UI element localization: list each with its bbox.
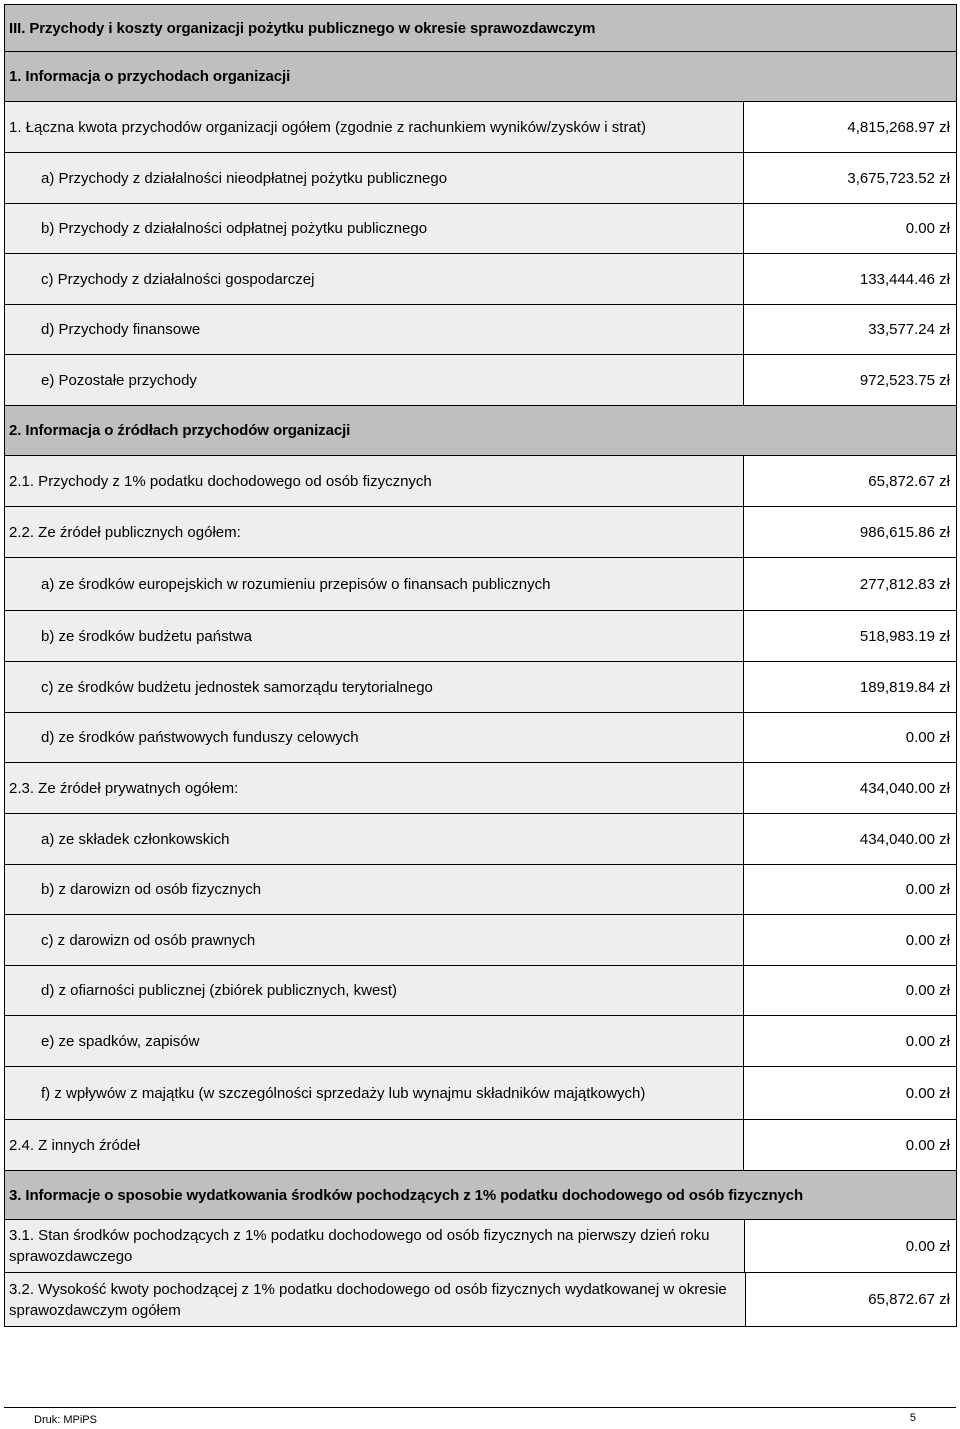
row-value: 277,812.83 zł bbox=[744, 558, 956, 610]
row-label: a) ze składek członkowskich bbox=[5, 814, 744, 864]
row-value: 0.00 zł bbox=[744, 1120, 956, 1170]
table-row bbox=[4, 1016, 957, 1067]
table-row bbox=[4, 102, 957, 153]
row-value: 4,815,268.97 zł bbox=[744, 102, 956, 152]
page-footer bbox=[4, 1407, 956, 1426]
subsection-header-text: 2. Informacja o źródłach przychodów organizacji bbox=[9, 422, 351, 439]
row-value: 518,983.19 zł bbox=[744, 611, 956, 661]
table-row bbox=[4, 1120, 957, 1171]
row-value: 65,872.67 zł bbox=[746, 1273, 956, 1326]
row-value: 133,444.46 zł bbox=[744, 254, 956, 304]
table-row bbox=[4, 1273, 957, 1327]
row-value: 0.00 zł bbox=[744, 865, 956, 914]
page-number: 5 bbox=[909, 1412, 916, 1424]
row-label: c) z darowizn od osób prawnych bbox=[5, 915, 744, 965]
subsection-header bbox=[4, 52, 957, 102]
row-label: 1. Łączna kwota przychodów organizacji ogółem (zgodnie z rachunkiem wyników/zysków i strat) bbox=[5, 102, 744, 152]
row-label: 2.1. Przychody z 1% podatku dochodowego od osób fizycznych bbox=[5, 456, 744, 506]
row-value: 434,040.00 zł bbox=[744, 814, 956, 864]
row-label: a) ze środków europejskich w rozumieniu przepisów o finansach publicznych bbox=[5, 558, 744, 610]
table-row bbox=[4, 662, 957, 713]
row-label: d) z ofiarności publicznej (zbiórek publicznych, kwest) bbox=[5, 966, 744, 1015]
row-value: 3,675,723.52 zł bbox=[744, 153, 956, 203]
table-row bbox=[4, 507, 957, 558]
table-row bbox=[4, 204, 957, 254]
row-label: 3.1. Stan środków pochodzących z 1% podatku dochodowego od osób fizycznych na pierwszy dzień roku sprawozdawczego bbox=[5, 1220, 745, 1272]
subsection-header bbox=[4, 406, 957, 456]
row-value: 434,040.00 zł bbox=[744, 763, 956, 813]
row-label: d) Przychody finansowe bbox=[5, 305, 744, 354]
table-row bbox=[4, 153, 957, 204]
report-table bbox=[4, 4, 957, 1327]
table-row bbox=[4, 254, 957, 305]
table-row bbox=[4, 763, 957, 814]
row-value: 65,872.67 zł bbox=[744, 456, 956, 506]
table-row bbox=[4, 305, 957, 355]
table-row bbox=[4, 915, 957, 966]
row-value: 972,523.75 zł bbox=[744, 355, 956, 405]
table-row bbox=[4, 865, 957, 915]
row-value: 189,819.84 zł bbox=[744, 662, 956, 712]
row-value: 0.00 zł bbox=[744, 1016, 956, 1066]
row-label: 2.3. Ze źródeł prywatnych ogółem: bbox=[5, 763, 744, 813]
row-value: 0.00 zł bbox=[745, 1220, 956, 1272]
table-row bbox=[4, 355, 957, 406]
table-row bbox=[4, 814, 957, 865]
row-label: c) Przychody z działalności gospodarczej bbox=[5, 254, 744, 304]
table-row bbox=[4, 558, 957, 611]
row-label: f) z wpływów z majątku (w szczególności sprzedaży lub wynajmu składników majątkowych) bbox=[5, 1067, 744, 1119]
row-label: d) ze środków państwowych funduszy celowych bbox=[5, 713, 744, 762]
row-label: c) ze środków budżetu jednostek samorządu terytorialnego bbox=[5, 662, 744, 712]
table-row bbox=[4, 713, 957, 763]
section-header bbox=[4, 4, 957, 52]
row-label: e) ze spadków, zapisów bbox=[5, 1016, 744, 1066]
row-label: b) z darowizn od osób fizycznych bbox=[5, 865, 744, 914]
row-value: 0.00 zł bbox=[744, 1067, 956, 1119]
table-row bbox=[4, 966, 957, 1016]
subsection-header-text: 3. Informacje o sposobie wydatkowania środków pochodzących z 1% podatku dochodowego od osób fizycznych bbox=[9, 1186, 804, 1204]
subsection-header bbox=[4, 1171, 957, 1220]
row-label: 2.2. Ze źródeł publicznych ogółem: bbox=[5, 507, 744, 557]
row-label: 2.4. Z innych źródeł bbox=[5, 1120, 744, 1170]
section-header-text: III. Przychody i koszty organizacji pożytku publicznego w okresie sprawozdawczym bbox=[9, 19, 596, 37]
row-value: 33,577.24 zł bbox=[744, 305, 956, 354]
row-label: e) Pozostałe przychody bbox=[5, 355, 744, 405]
table-row bbox=[4, 1220, 957, 1273]
row-value: 986,615.86 zł bbox=[744, 507, 956, 557]
table-row bbox=[4, 1067, 957, 1120]
table-row bbox=[4, 456, 957, 507]
row-value: 0.00 zł bbox=[744, 713, 956, 762]
row-value: 0.00 zł bbox=[744, 915, 956, 965]
row-value: 0.00 zł bbox=[744, 966, 956, 1015]
row-label: 3.2. Wysokość kwoty pochodzącej z 1% podatku dochodowego od osób fizycznych wydatkowanej w okresie sprawozdawczym ogółem bbox=[5, 1273, 746, 1326]
row-label: a) Przychody z działalności nieodpłatnej pożytku publicznego bbox=[5, 153, 744, 203]
subsection-header-text: 1. Informacja o przychodach organizacji bbox=[9, 68, 291, 85]
row-value: 0.00 zł bbox=[744, 204, 956, 253]
row-label: b) ze środków budżetu państwa bbox=[5, 611, 744, 661]
table-row bbox=[4, 611, 957, 662]
row-label: b) Przychody z działalności odpłatnej pożytku publicznego bbox=[5, 204, 744, 253]
footer-print-label: Druk: MPiPS bbox=[34, 1414, 97, 1426]
